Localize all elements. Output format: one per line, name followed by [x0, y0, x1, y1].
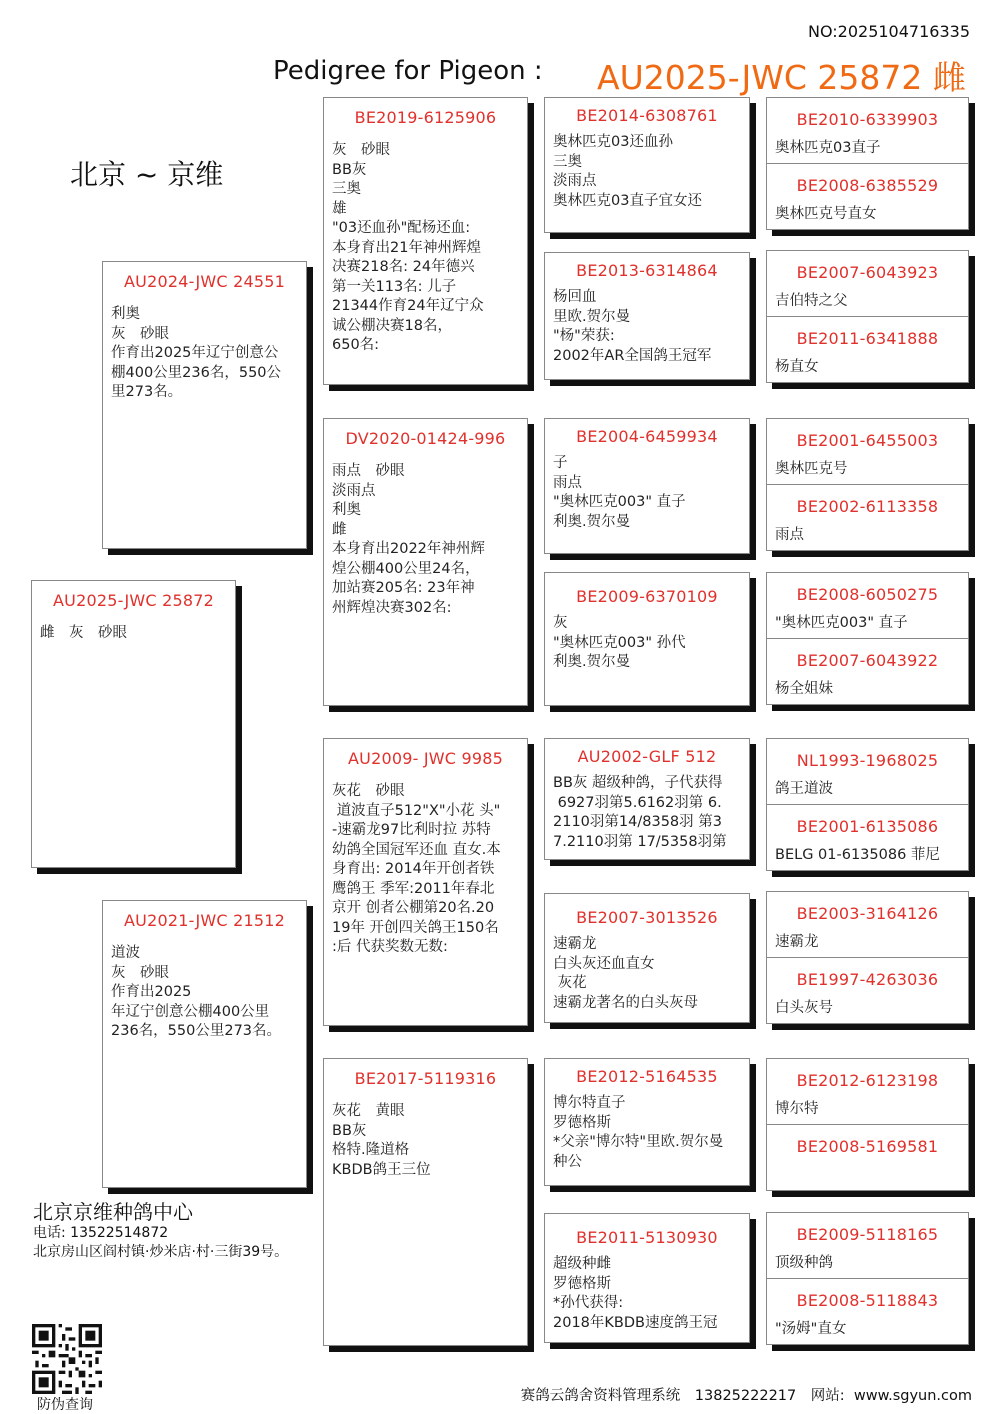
gen4-pair-card [766, 250, 969, 383]
great-grandparent-ring: BE2007-3013526 [576, 908, 718, 927]
great-grandparent-ring: BE2013-6314864 [576, 261, 718, 280]
great-grandparent-card [544, 572, 750, 706]
great-grandparent-desc: BB灰 超级种鸽，子代获得 6927羽第5.6162羽第 6. 2110羽第14/8358羽 第3 7.2110羽第 17/5358羽第 [553, 775, 727, 850]
certificate-number: NO:2025104716335 [807, 22, 970, 41]
sire-card [102, 261, 307, 549]
great-grandparent-desc: 速霸龙 白头灰还血直女 灰花 速霸龙著名的白头灰母 [553, 936, 698, 1011]
grandparent-desc: 灰花 黄眼 BB灰 格特.隆道格 KBDB鸽王三位 [332, 1103, 431, 1178]
gen4-ring: BE2008-6385529 [796, 175, 939, 195]
great-grandparent-card [544, 1213, 750, 1343]
great-grandparent-card [544, 893, 750, 1023]
gen4-pair-card [766, 418, 969, 551]
gen4-ring: NL1993-1968025 [796, 751, 939, 770]
grandparent-ring: AU2009- JWC 9985 [348, 749, 503, 768]
gen4-desc: 奥林匹克号 [775, 460, 848, 477]
gen4-pair-card [766, 97, 969, 230]
grandparent-ring: BE2019-6125906 [354, 108, 497, 127]
grandparent-card [323, 418, 528, 706]
great-grandparent-desc: 子 雨点 "奥林匹克003" 直子 利奥.贺尔曼 [553, 455, 686, 530]
great-grandparent-desc: 杨回血 里欧.贺尔曼 "杨"荣获: 2002年AR全国鸽王冠军 [553, 289, 712, 364]
great-grandparent-desc: 奥林匹克03还血孙 三奥 淡雨点 奥林匹克03直子宜女还 [553, 134, 702, 209]
subject-ring-title: AU2025-JWC 25872 雌 [597, 58, 966, 97]
subject-card [31, 580, 236, 868]
great-grandparent-desc: 灰 "奥林匹克003" 孙代 利奥.贺尔曼 [553, 615, 686, 670]
gen4-pair-card [766, 891, 969, 1024]
gen4-ring: BE2001-6135086 [796, 816, 939, 836]
sire-ring: AU2024-JWC 24551 [124, 272, 285, 291]
gen4-desc: 奥林匹克03直子 [775, 139, 881, 156]
great-grandparent-ring: AU2002-GLF 512 [577, 747, 717, 766]
gen4-desc: 吉伯特之父 [775, 292, 848, 309]
grandparent-card [323, 738, 528, 1026]
gen4-ring: BE2003-3164126 [796, 904, 939, 923]
breeding-center-phone: 电话: 13522514872 [33, 1225, 169, 1241]
grandparent-card [323, 1058, 528, 1346]
gen4-desc: 雨点 [775, 527, 804, 543]
gen4-ring: BE2010-6339903 [796, 110, 939, 129]
great-grandparent-card [544, 252, 750, 380]
gen4-ring: BE2008-5118843 [796, 1290, 939, 1310]
gen4-pair-card [766, 1212, 969, 1345]
subject-desc: 雌 灰 砂眼 [40, 625, 127, 641]
great-grandparent-card [544, 418, 750, 554]
gen4-ring: BE1997-4263036 [796, 969, 939, 989]
gen4-pair-card [766, 738, 969, 871]
great-grandparent-desc: 超级种雌 罗德格斯 *孙代获得: 2018年KBDB速度鸽王冠 [553, 1256, 718, 1331]
dam-desc: 道波 灰 砂眼 作育出2025 年辽宁创意公棚400公里 236名，550公里273名。 [111, 945, 282, 1039]
gen4-desc: 博尔特 [775, 1100, 819, 1117]
grandparent-ring: DV2020-01424-996 [345, 429, 506, 448]
gen4-desc: BELG 01-6135086 菲尼 [775, 847, 940, 863]
gen4-desc: 鸽王道波 [775, 780, 833, 797]
gen4-desc: "奥林匹克003" 直子 [775, 614, 908, 631]
gen4-ring: BE2009-5118165 [796, 1225, 939, 1244]
gen4-ring: BE2008-5169581 [796, 1136, 939, 1156]
dam-card [102, 900, 307, 1188]
gen4-ring: BE2011-6341888 [796, 328, 939, 348]
great-grandparent-ring: BE2012-5164535 [576, 1067, 718, 1086]
pedigree-title: Pedigree for Pigeon : [273, 56, 543, 86]
great-grandparent-ring: BE2009-6370109 [576, 587, 718, 606]
breeding-center-name: 北京京维种鸽中心 [33, 1200, 193, 1224]
great-grandparent-card [544, 1058, 750, 1186]
gen4-desc: 杨直女 [775, 359, 819, 375]
gen4-ring: BE2007-6043923 [796, 263, 939, 282]
qr-label: 防伪查询 [37, 1397, 93, 1413]
breeding-center-address: 北京房山区阎村镇·炒米店·村·三街39号。 [33, 1244, 289, 1260]
gen4-desc: 白头灰号 [775, 1000, 833, 1016]
gen4-ring: BE2012-6123198 [796, 1071, 939, 1090]
gen4-pair-card [766, 572, 969, 705]
grandparent-desc: 灰 砂眼 BB灰 三奥 雄 "03还血孙"配杨还血: 本身育出21年神州辉煌 决赛218名: 24年德兴 第一关113名: 儿子 21344作育24年辽宁众 诚公棚决赛18名， 650名: [332, 142, 484, 353]
gen4-desc: "汤姆"直女 [775, 1321, 847, 1337]
qr-code-icon[interactable] [32, 1324, 102, 1394]
sire-desc: 利奥 灰 砂眼 作育出2025年辽宁创意公 棚400公里236名，550公 里273名。 [111, 306, 282, 400]
gen4-desc: 顶级种鸽 [775, 1254, 833, 1271]
great-grandparent-card [544, 738, 750, 860]
gen4-desc: 速霸龙 [775, 933, 819, 950]
gen4-desc: 杨全姐妹 [775, 681, 833, 697]
grandparent-ring: BE2017-5119316 [354, 1069, 497, 1088]
great-grandparent-desc: 博尔特直子 罗德格斯 *父亲"博尔特"里欧.贺尔曼 种公 [553, 1095, 724, 1170]
great-grandparent-ring: BE2014-6308761 [576, 106, 718, 125]
dam-ring: AU2021-JWC 21512 [124, 911, 285, 930]
loft-name: 北京 ~ 京维 [70, 158, 224, 191]
grandparent-desc: 灰花 砂眼 道波直子512"X"小花 头" -速霸龙97比利时拉 苏特 幼鸽全国冠军还血 直女.本 身育出: 2014年开创者铁 鹰鸽王 季军:2011年春北 京开 创者公棚第20名.20 19年 开创四关鸽王150名 :后 代获奖数无数: [332, 783, 501, 955]
great-grandparent-card [544, 97, 750, 233]
great-grandparent-ring: BE2011-5130930 [576, 1228, 718, 1247]
gen4-ring: BE2007-6043922 [796, 650, 939, 670]
gen4-ring: BE2001-6455003 [796, 431, 939, 450]
footer-info: 赛鸽云鸽舍资料管理系统 13825222217 网站: www.sgyun.com [520, 1388, 972, 1404]
subject-ring: AU2025-JWC 25872 [53, 591, 214, 610]
gen4-ring: BE2008-6050275 [796, 585, 939, 604]
grandparent-card [323, 97, 528, 385]
gen4-desc: 奥林匹克号直女 [775, 206, 877, 222]
gen4-ring: BE2002-6113358 [796, 496, 939, 516]
gen4-pair-card [766, 1058, 969, 1191]
grandparent-desc: 雨点 砂眼 淡雨点 利奥 雌 本身育出2022年神州辉 煌公棚400公里24名， 加站赛205名: 23年神 州辉煌决赛302名: [332, 463, 485, 616]
great-grandparent-ring: BE2004-6459934 [576, 427, 718, 446]
